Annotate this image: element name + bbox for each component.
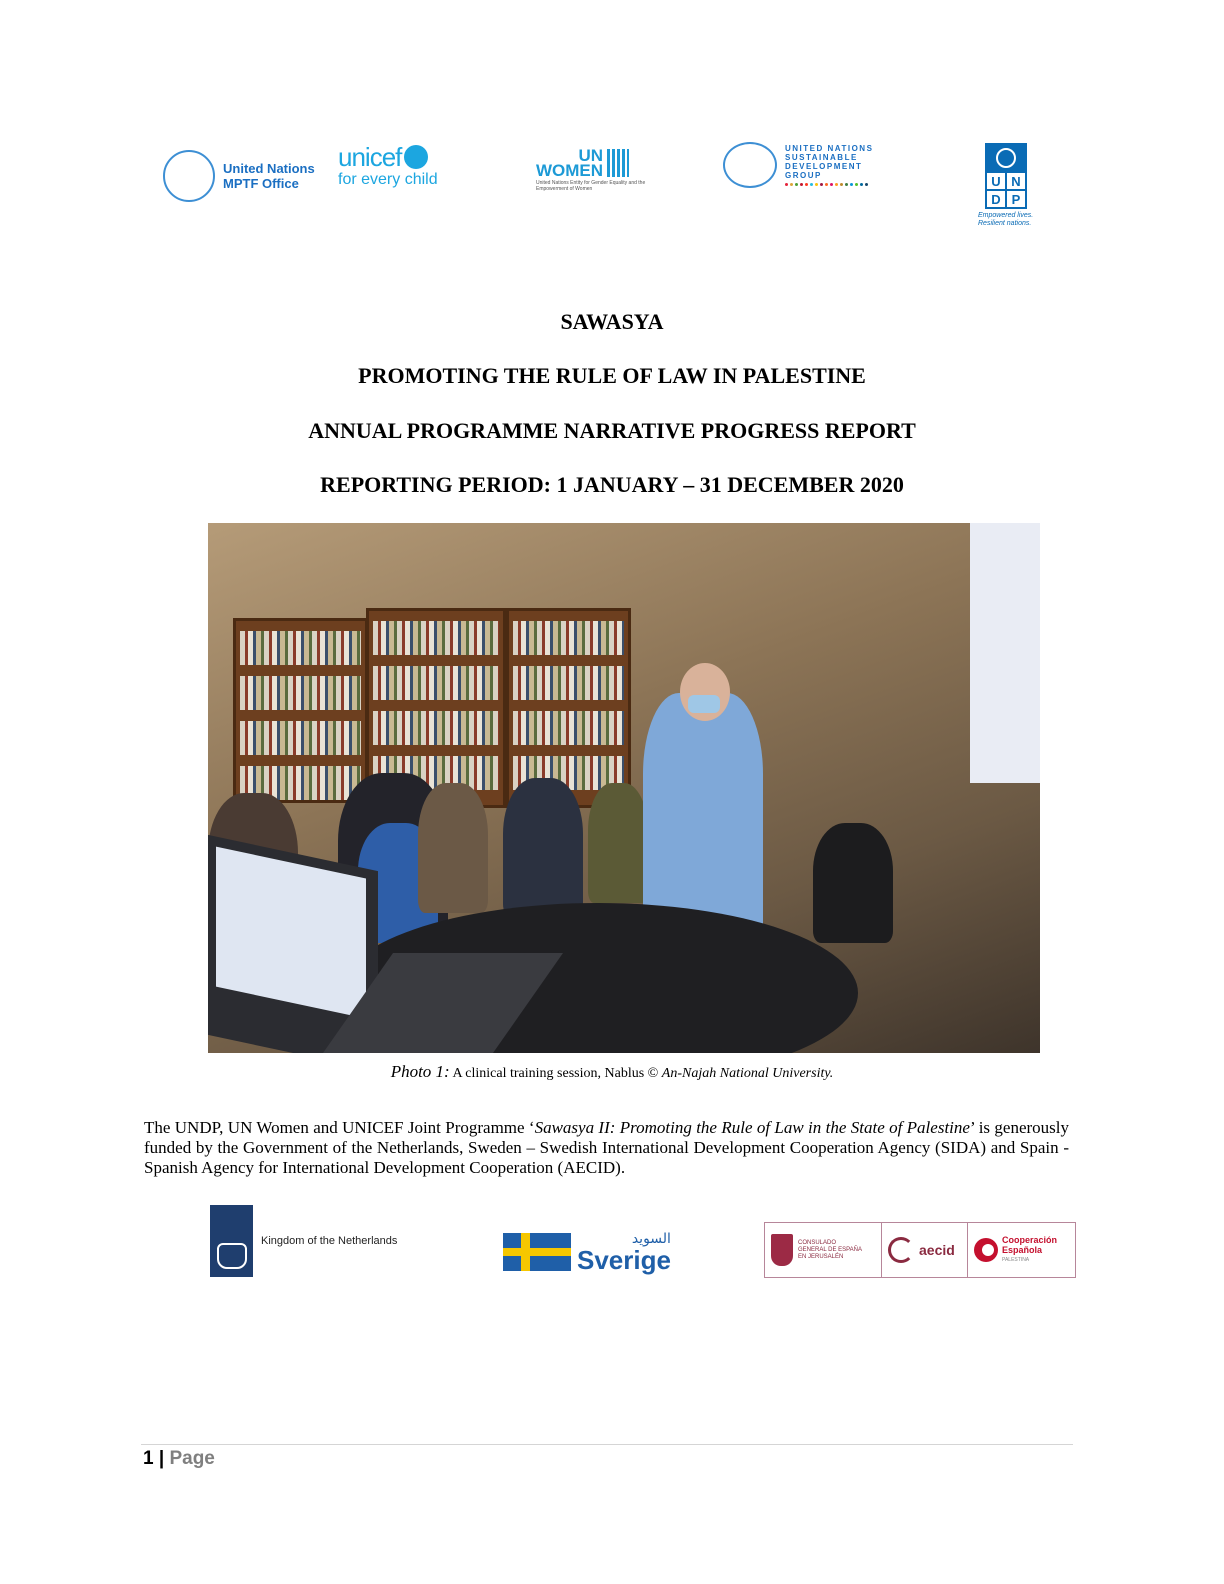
undp-letter-u: U [987, 173, 1005, 189]
caption-lead: Photo 1: [390, 1062, 450, 1081]
bookshelf [233, 618, 368, 803]
attendee [813, 823, 893, 943]
laptop-screen [216, 847, 366, 1019]
swedish-flag-icon [503, 1233, 571, 1271]
report-title-programme: PROMOTING THE RULE OF LAW IN PALESTINE [358, 363, 866, 388]
page-label: Page [169, 1448, 215, 1469]
unsdg-line4: GROUP [785, 171, 822, 180]
photo-caption [0, 1062, 1224, 1082]
projection-screen [970, 523, 1040, 783]
consulate-line3: EN JERUSALÉN [798, 1253, 844, 1260]
un-emblem-icon [723, 142, 777, 188]
unicef-tagline: for every child [338, 171, 438, 188]
undp-logo [978, 143, 1034, 228]
sweden-logo [503, 1229, 671, 1275]
cooperacion-line1: Cooperación [1002, 1235, 1058, 1245]
programme-name: Sawasya II: Promoting the Rule of Law in the State of Palestine [534, 1118, 970, 1137]
un-emblem-icon [996, 148, 1016, 168]
face-mask [688, 695, 720, 713]
footer-divider [141, 1444, 1073, 1445]
report-title-type: ANNUAL PROGRAMME NARRATIVE PROGRESS REPORT [308, 418, 916, 443]
cooperacion-line2: Española [1002, 1245, 1043, 1255]
unwomen-line1: UN [578, 146, 604, 165]
mptf-line1: United Nations [223, 161, 315, 176]
un-women-logo [536, 148, 646, 192]
unicef-logo [338, 143, 438, 189]
undp-letter-p: P [1007, 191, 1025, 207]
report-title-period: REPORTING PERIOD: 1 JANUARY – 31 DECEMBER 2020 [320, 472, 904, 497]
undp-tagline1: Empowered lives. [978, 212, 1034, 219]
attendee [588, 783, 648, 903]
caption-credit: An-Najah National University. [661, 1066, 834, 1081]
unicef-word: unicef [338, 142, 402, 172]
page-footer [143, 1448, 215, 1470]
footer-separator: | [153, 1448, 170, 1469]
undp-tagline2: Resilient nations. [978, 220, 1032, 227]
sweden-label: Sverige [577, 1244, 671, 1275]
paragraph-intro: The UNDP, UN Women and UNICEF Joint Programme ‘ [144, 1118, 535, 1137]
page-number: 1 [143, 1448, 154, 1469]
aecid-label: aecid [919, 1242, 955, 1258]
unsdg-line1: UNITED NATIONS [785, 144, 874, 153]
training-session-photo [208, 523, 1040, 1053]
paragraph-rest: ’ is generously funded by the Government of the Netherlands, Sweden – Swedish International Development Cooperation Agency (SIDA) and Spain - Spanish Agency for International Development Cooperation (AECID). [144, 1118, 1069, 1177]
unwomen-subtitle: United Nations Entity for Gender Equality and the Empowerment of Women [536, 180, 646, 192]
cooperacion-icon [974, 1238, 998, 1262]
netherlands-logo [210, 1205, 397, 1277]
netherlands-crest-icon [217, 1243, 247, 1269]
unsdg-line3: DEVELOPMENT [785, 162, 863, 171]
spain-aecid-logo [764, 1222, 1076, 1278]
unwomen-pillars-icon [607, 149, 629, 177]
undp-letter-d: D [987, 191, 1005, 207]
un-emblem-icon [163, 150, 215, 202]
un-mptf-logo [163, 150, 315, 202]
attendee [418, 783, 488, 913]
sweden-arabic-label: السويد [631, 1230, 671, 1247]
netherlands-label: Kingdom of the Netherlands [261, 1235, 398, 1247]
caption-text: A clinical training session, Nablus © [449, 1066, 662, 1081]
consulate-line2: GENERAL DE ESPAÑA [798, 1246, 863, 1253]
undp-letter-n: N [1007, 173, 1025, 189]
report-title-sawasya: SAWASYA [560, 309, 664, 334]
aecid-c-icon [888, 1237, 914, 1263]
funding-paragraph [144, 1118, 1069, 1178]
sdg-color-dots [785, 183, 873, 186]
spain-coat-of-arms-icon [771, 1234, 793, 1266]
unicef-globe-icon [404, 145, 428, 169]
attendee [503, 778, 583, 918]
cooperacion-sub: PALESTINA [1002, 1257, 1030, 1263]
bookshelf [506, 608, 631, 808]
consulate-line1: CONSULADO [798, 1239, 837, 1246]
mptf-line2: MPTF Office [223, 176, 299, 191]
un-sdg-logo [723, 142, 873, 188]
unwomen-line2: WOMEN [536, 161, 604, 180]
unsdg-line2: SUSTAINABLE [785, 153, 858, 162]
